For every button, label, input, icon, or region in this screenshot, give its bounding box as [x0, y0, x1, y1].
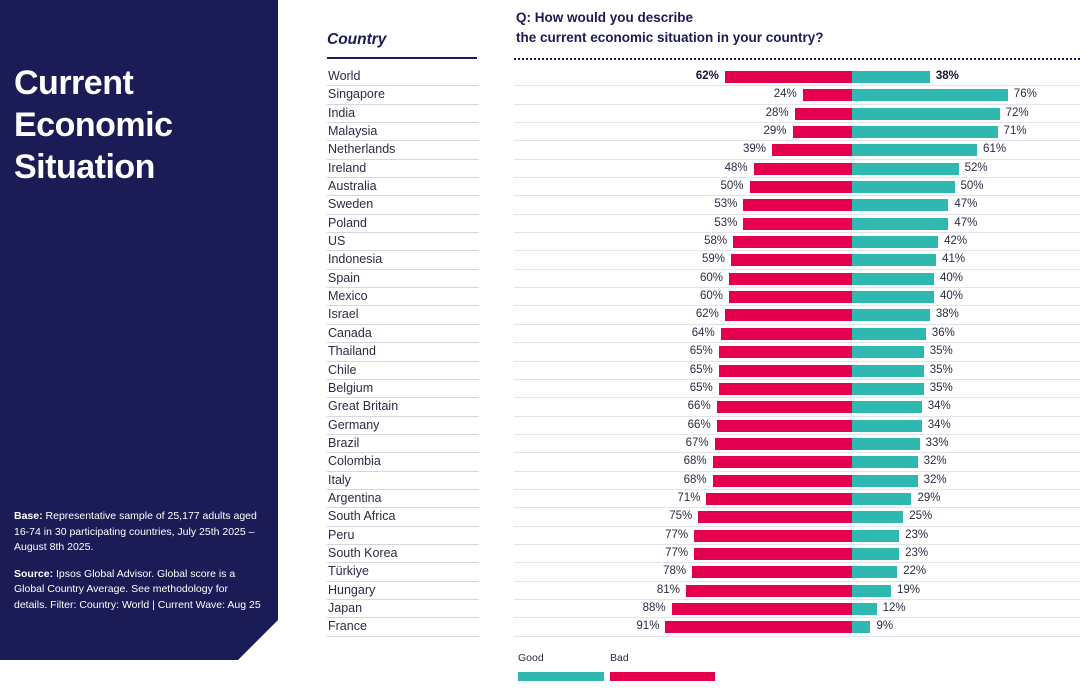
bar-label-good: 22%: [903, 565, 927, 578]
legend-label-good: Good: [518, 652, 544, 664]
chart-row: [514, 196, 1080, 214]
bar-good: [852, 603, 877, 615]
page-title: Current Economic Situation: [14, 64, 173, 186]
chart-row: [514, 178, 1080, 196]
bar-good: [852, 291, 934, 303]
bar-label-good: 72%: [1005, 106, 1029, 119]
bar-good: [852, 236, 938, 248]
bar-label-good: 29%: [917, 491, 941, 504]
list-item: World: [327, 68, 479, 86]
bar-label-bad: 24%: [773, 88, 797, 101]
bar-bad: [719, 346, 852, 358]
bar-good: [852, 383, 924, 395]
bar-good: [852, 309, 930, 321]
bar-good: [852, 548, 899, 560]
bar-label-bad: 62%: [695, 70, 719, 82]
list-item: Italy: [327, 472, 479, 490]
bar-label-good: 41%: [942, 253, 966, 266]
list-item: Israel: [327, 306, 479, 324]
bar-good: [852, 346, 924, 358]
bar-good: [852, 585, 891, 597]
bar-bad: [719, 383, 852, 395]
chart-row: [514, 600, 1080, 618]
bar-good: [852, 401, 922, 413]
bar-label-good: 12%: [882, 601, 906, 614]
bar-label-bad: 29%: [763, 125, 787, 138]
bar-good: [852, 163, 959, 175]
chart-row: [514, 582, 1080, 600]
chart-row: [514, 68, 1080, 86]
bar-label-good: 34%: [927, 400, 951, 413]
chart-row: [514, 233, 1080, 251]
bar-label-good: 61%: [983, 143, 1007, 156]
bar-label-good: 47%: [954, 216, 978, 229]
bar-bad: [725, 309, 852, 321]
legend-swatch-good: [518, 672, 604, 681]
chart-row: [514, 490, 1080, 508]
list-item: US: [327, 233, 479, 251]
bar-label-good: 33%: [925, 436, 949, 449]
list-item: Great Britain: [327, 398, 479, 416]
chart-row: [514, 270, 1080, 288]
chart-row: [514, 306, 1080, 324]
list-item: Colombia: [327, 453, 479, 471]
chart-row: [514, 563, 1080, 581]
bar-bad: [698, 511, 852, 523]
chart-row: [514, 380, 1080, 398]
bar-label-bad: 50%: [720, 180, 744, 193]
bar-bad: [729, 273, 852, 285]
list-item: Germany: [327, 417, 479, 435]
bar-label-bad: 58%: [704, 235, 728, 248]
chart-row: [514, 545, 1080, 563]
list-item: Spain: [327, 270, 479, 288]
title-panel: [0, 0, 278, 660]
list-item: Ireland: [327, 160, 479, 178]
bar-label-bad: 60%: [699, 271, 723, 284]
legend-swatch-bad: [610, 672, 715, 681]
bar-bad: [694, 530, 852, 542]
chart-row: [514, 325, 1080, 343]
list-item: South Africa: [327, 508, 479, 526]
list-item: Hungary: [327, 582, 479, 600]
bar-label-bad: 53%: [714, 198, 738, 211]
bar-bad: [719, 365, 852, 377]
chart-row: [514, 472, 1080, 490]
bar-label-bad: 81%: [656, 583, 680, 596]
country-column-header: Country: [327, 31, 387, 48]
footnotes: [14, 509, 262, 624]
bar-label-good: 42%: [944, 235, 968, 248]
bar-bad: [686, 585, 852, 597]
bar-bad: [694, 548, 852, 560]
list-item: Malaysia: [327, 123, 479, 141]
bar-bad: [725, 71, 852, 83]
bar-label-good: 76%: [1013, 88, 1037, 101]
chart-legend: [514, 644, 1080, 694]
footnote: Base: Representative sample of 25,177 adults aged 16-74 in 30 participating countries, July 25th 2025 – August 8th 2025.: [14, 510, 257, 553]
chart-row: [514, 362, 1080, 380]
chart-row: [514, 435, 1080, 453]
bar-label-bad: 77%: [665, 546, 689, 559]
bar-bad: [793, 126, 852, 138]
list-item: Mexico: [327, 288, 479, 306]
list-item: South Korea: [327, 545, 479, 563]
bar-label-bad: 59%: [702, 253, 726, 266]
bar-bad: [743, 218, 852, 230]
bar-good: [852, 126, 998, 138]
list-item: Chile: [327, 362, 479, 380]
bar-label-good: 32%: [923, 473, 947, 486]
bar-good: [852, 420, 922, 432]
bar-good: [852, 438, 920, 450]
bar-bad: [743, 199, 852, 211]
list-item: France: [327, 618, 479, 636]
bar-label-good: 35%: [929, 363, 953, 376]
bar-good: [852, 71, 930, 83]
bar-bad: [772, 144, 852, 156]
bar-good: [852, 530, 899, 542]
list-item: Australia: [327, 178, 479, 196]
list-item: Japan: [327, 600, 479, 618]
bar-label-bad: 66%: [687, 400, 711, 413]
bar-label-good: 40%: [940, 290, 964, 303]
bar-good: [852, 218, 948, 230]
bar-good: [852, 144, 977, 156]
bar-bad: [729, 291, 852, 303]
bar-label-good: 35%: [929, 345, 953, 358]
bar-label-good: 36%: [931, 326, 955, 339]
bar-bad: [754, 163, 852, 175]
bar-good: [852, 181, 955, 193]
list-item: Türkiye: [327, 563, 479, 581]
bar-label-bad: 62%: [695, 308, 719, 321]
country-list: [327, 68, 479, 637]
bar-label-good: 38%: [935, 308, 959, 321]
bar-label-bad: 67%: [685, 436, 709, 449]
bar-bad: [717, 420, 852, 432]
bar-label-good: 50%: [960, 180, 984, 193]
chart-row: [514, 251, 1080, 269]
bar-good: [852, 365, 924, 377]
chart-rows: [514, 68, 1080, 637]
bar-good: [852, 475, 918, 487]
bar-bad: [706, 493, 852, 505]
country-header-divider: [327, 57, 477, 59]
legend-label-bad: Bad: [610, 652, 629, 664]
bar-bad: [665, 621, 852, 633]
bar-label-bad: 64%: [691, 326, 715, 339]
chart-row: [514, 105, 1080, 123]
chart-question: Q: How would you describe the current economic situation in your country?: [516, 10, 824, 45]
bar-good: [852, 456, 918, 468]
list-item: Sweden: [327, 196, 479, 214]
bar-label-bad: 28%: [765, 106, 789, 119]
bar-label-bad: 77%: [665, 528, 689, 541]
bar-label-good: 23%: [905, 546, 929, 559]
bar-bad: [733, 236, 852, 248]
bar-label-bad: 53%: [714, 216, 738, 229]
question-divider: [514, 58, 1080, 60]
list-item: India: [327, 105, 479, 123]
list-item: Belgium: [327, 380, 479, 398]
list-item: Argentina: [327, 490, 479, 508]
chart-row: [514, 141, 1080, 159]
bar-good: [852, 328, 926, 340]
chart-row: [514, 160, 1080, 178]
bar-label-good: 32%: [923, 455, 947, 468]
bar-label-good: 9%: [876, 620, 894, 633]
bar-label-bad: 88%: [642, 601, 666, 614]
chart-row: [514, 618, 1080, 636]
bar-label-good: 71%: [1003, 125, 1027, 138]
list-item: Peru: [327, 527, 479, 545]
bar-label-bad: 65%: [689, 363, 713, 376]
chart-row: [514, 343, 1080, 361]
bar-bad: [731, 254, 852, 266]
bar-label-good: 38%: [935, 70, 959, 82]
bar-label-bad: 66%: [687, 418, 711, 431]
bar-good: [852, 511, 903, 523]
bar-bad: [713, 475, 852, 487]
chart-row: [514, 508, 1080, 526]
bar-good: [852, 108, 1000, 120]
bar-label-bad: 39%: [743, 143, 767, 156]
bar-label-bad: 75%: [669, 510, 693, 523]
list-item: Poland: [327, 215, 479, 233]
bar-label-good: 40%: [940, 271, 964, 284]
bar-bad: [803, 89, 852, 101]
chart-row: [514, 527, 1080, 545]
bar-good: [852, 566, 897, 578]
list-item: Canada: [327, 325, 479, 343]
chart-row: [514, 86, 1080, 104]
bar-good: [852, 89, 1008, 101]
list-item: Indonesia: [327, 251, 479, 269]
bar-good: [852, 199, 948, 211]
bar-bad: [672, 603, 852, 615]
chart-row: [514, 288, 1080, 306]
bar-bad: [715, 438, 852, 450]
bar-label-good: 47%: [954, 198, 978, 211]
bar-label-bad: 91%: [636, 620, 660, 633]
bar-label-good: 23%: [905, 528, 929, 541]
bar-good: [852, 621, 870, 633]
bar-good: [852, 273, 934, 285]
bar-label-bad: 78%: [663, 565, 687, 578]
bar-good: [852, 493, 911, 505]
chart-area: [514, 0, 1080, 700]
bar-bad: [713, 456, 852, 468]
bar-label-good: 25%: [909, 510, 933, 523]
chart-row: [514, 453, 1080, 471]
bar-label-bad: 65%: [689, 345, 713, 358]
list-item: Thailand: [327, 343, 479, 361]
footnote: Source: Ipsos Global Advisor. Global score is a Global Country Average. See methodology for details. Filter: Country: World | Current Wave: Aug 25: [14, 567, 261, 611]
bar-good: [852, 254, 936, 266]
list-item: Singapore: [327, 86, 479, 104]
bar-label-bad: 65%: [689, 381, 713, 394]
bar-label-good: 52%: [964, 161, 988, 174]
bar-bad: [692, 566, 852, 578]
list-item: Netherlands: [327, 141, 479, 159]
bar-label-good: 19%: [896, 583, 920, 596]
chart-row: [514, 123, 1080, 141]
bar-label-good: 34%: [927, 418, 951, 431]
bar-bad: [721, 328, 852, 340]
chart-row: [514, 417, 1080, 435]
list-item: Brazil: [327, 435, 479, 453]
bar-label-bad: 68%: [683, 455, 707, 468]
chart-row: [514, 398, 1080, 416]
bar-label-bad: 71%: [677, 491, 701, 504]
chart-row: [514, 215, 1080, 233]
bar-label-bad: 60%: [699, 290, 723, 303]
bar-bad: [795, 108, 852, 120]
bar-bad: [717, 401, 852, 413]
bar-label-good: 35%: [929, 381, 953, 394]
bar-label-bad: 48%: [724, 161, 748, 174]
country-column: [327, 0, 482, 700]
bar-label-bad: 68%: [683, 473, 707, 486]
bar-bad: [750, 181, 853, 193]
